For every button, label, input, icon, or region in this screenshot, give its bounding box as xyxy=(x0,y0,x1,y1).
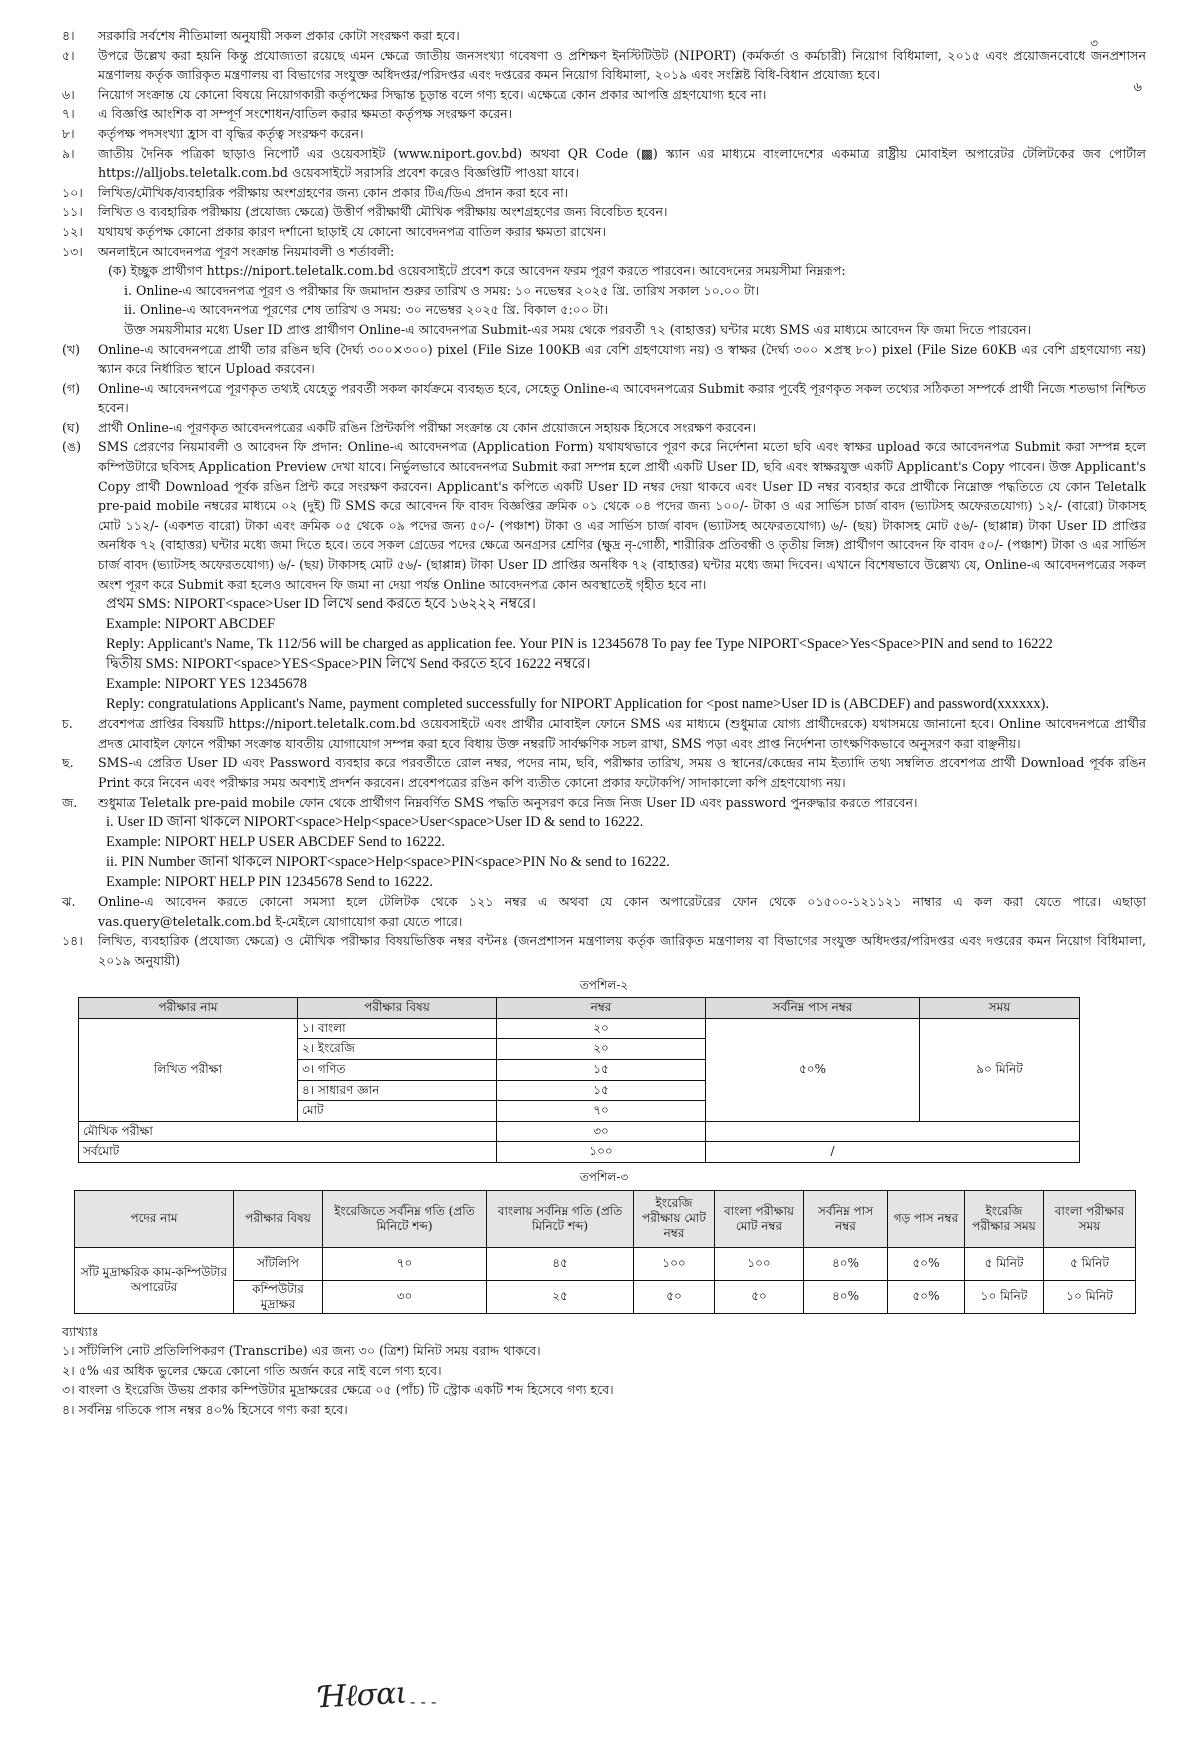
bn-speed-cell: ৪৫ xyxy=(487,1247,634,1280)
recovery-user-id-example: Example: NIPORT HELP USER ABCDEF Send to 16222. xyxy=(106,834,445,851)
item-text: লিখিত ও ব্যবহারিক পরীক্ষায় (প্রযোজ্য ক্ষেত্রে) উত্তীর্ণ পরীক্ষার্থী মৌখিক পরীক্ষায় অংশগ্রহণের জন্য বিবেচিত হবেন। xyxy=(98,204,668,220)
item-text: অনলাইনে আবেদনপত্র পূরণ সংক্রান্ত নিয়মাবলী ও শর্তাবলী: xyxy=(98,243,395,259)
sub-item-chha xyxy=(62,753,1146,792)
table-header-cell: সর্বনিম্ন পাস নম্বর xyxy=(804,1190,888,1247)
deadline-note: উক্ত সময়সীমার মধ্যে User ID প্রাপ্ত প্রার্থীগণ Online-এ আবেদনপত্র Submit-এর সময় থেকে পরবর্তী ৭২ (বাহাত্তর) ঘন্টার মধ্যে SMS এর মাধ্যমে আবেদন ফি জমা দিতে পারবেন। xyxy=(124,321,1032,337)
sms-reply-2: Reply: congratulations Applicant's Name, payment completed successfully for NIPORT Application for <post name>User ID is (ABCDEF) and password(xxxxxx). xyxy=(106,696,1049,713)
marks-cell: ৭০ xyxy=(497,1101,706,1122)
total-label: সর্বমোট xyxy=(79,1142,497,1163)
explanation-note: ৩। বাংলা ও ইংরেজি উভয় প্রকার কম্পিউটার মুদ্রাক্ষরের ক্ষেত্রে ০৫ (পাঁচ) টি স্ট্রোক একটি শব্দ হিসেবে গণ্য হবে। xyxy=(62,1382,614,1398)
sub-item-label: (ঘ) xyxy=(62,419,80,435)
sub-item-text: SMS প্রেরণের নিয়মাবলী ও আবেদন ফি প্রদান: Online-এ আবেদনপত্র (Application Form) যথাযথভাবে পূরণ করে নির্দেশনা মতো ছবি এবং স্বাক্ষর upload করে আবেদনপত্র Submit করা সম্পন্ন হলে কম্পিউটারে ছবিসহ Application Preview দেখা যাবে। নির্ভুলভাবে আবেদনপত্র Submit করা সম্পন্ন হলে প্রার্থী একটি User ID, ছবি এবং স্বাক্ষরযুক্ত একটি Applicant's Copy পাবেন। উক্ত Applicant's Copy প্রার্থী Download পূর্বক রঙিন প্রিন্ট করে সংরক্ষণ করবেন। Applicant's কপিতে একটি User ID নম্বর দেয়া থাকবে এবং User ID নম্বর ব্যবহার করে প্রার্থীকে নিম্নোক্ত পদ্ধতিতে যে কোন Teletalk pre-paid mobile নম্বরের মাধ্যমে ০২ (দুই) টি SMS করে আবেদন ফি বাবদ বিজ্ঞপ্তির ক্রমিক ০১ থেকে ০৪ পদের জন্য ১০০/- টাকা ও এর সার্ভিস চার্জ বাবদ (ভ্যাটসহ অফেরতযোগ্য) ১২/- (বারো) টাকাসহ মোট ১১২/- (একশত বারো) টাকা এবং ক্রমিক ০৫ থেকে ০৯ পদের জন্য ৫০/- (পঞ্চাশ) টাকা ও এর সার্ভিস চার্জ বাবদ (ভ্যাটসহ অফেরতযোগ্য) ৬/- (ছয়) টাকাসহ মোট ৫৬/- (ছাপ্পান্ন) টাকা User ID প্রাপ্তির অনধিক ৭২ (বাহাত্তর) ঘন্টার মধ্যে জমা দিতে হবে। তবে সকল গ্রেডের পদের ক্ষেত্রে অনগ্রসর শ্রেণির (ক্ষুদ্র নৃ-গোষ্ঠী, শারীরিক প্রতিবন্ধী ও তৃতীয় লিঙ্গ) প্রার্থীগণ আবেদন ফি বাবদ ৫০/- (পঞ্চাশ) টাকা ও এর সার্ভিস চার্জ বাবদ (ভ্যাটসহ অফেরতযোগ্য) ৬/- (ছয়) টাকাসহ মোট ৫৬/- (ছাপ্পান্ন) টাকা User ID প্রাপ্তির অনধিক ৭২ (বাহাত্তর) ঘন্টার মধ্যে জমা দিবেন। এখানে বিশেষভাবে উল্লেখ্য যে, Online-এ আবেদনপত্রের সকল অংশ পূরণ করে Submit করা হলেও আবেদন ফি জমা না দেয়া পর্যন্ত Online আবেদনপত্র কোন অবস্থাতেই গৃহীত হবে না। xyxy=(98,439,1147,592)
item-text: লিখিত/মৌখিক/ব্যবহারিক পরীক্ষায় অংশগ্রহণের জন্য কোন প্রকার টিএ/ডিএ প্রদান করা হবে না। xyxy=(98,184,569,200)
table-header-cell: পরীক্ষার বিষয় xyxy=(234,1190,323,1247)
subject-cell: সাঁটলিপি xyxy=(234,1247,323,1280)
handwritten-signature: Ɦℓσαι xyxy=(319,1675,408,1716)
item-number: ৮। xyxy=(62,125,75,141)
sub-item-umo xyxy=(62,437,1146,594)
sub-item-label: ছ. xyxy=(62,755,74,771)
sub-item-ga xyxy=(62,379,1146,418)
subject-cell: ২। ইংরেজি xyxy=(298,1039,497,1060)
subject-cell: মোট xyxy=(298,1101,497,1122)
explanation-note: ১। সাঁটলিপি নোট প্রতিলিপিকরণ (Transcribe) এর জন্য ৩০ (ত্রিশ) মিনিট সময় বরাদ্দ থাকবে। xyxy=(62,1343,541,1359)
recovery-pin: ii. PIN Number জানা থাকলে NIPORT<space>Help<space>PIN<space>PIN No & send to 16222. xyxy=(106,854,670,871)
table-header-cell: পরীক্ষার বিষয় xyxy=(298,998,497,1019)
sms-reply-1: Reply: Applicant's Name, Tk 112/56 will be charged as application fee. Your PIN is 12345678 To pay fee Type NIPORT<Space>Yes<Space>PIN and send to 16222 xyxy=(106,636,1053,653)
online-apply-link-line: (ক) ইচ্ছুক প্রার্থীগণ https://niport.teletalk.com.bd ওয়েবসাইটে প্রবেশ করে আবেদন ফরম পূরণ করতে পারবেন। আবেদনের সময়সীমা নিম্নরূপ: xyxy=(108,263,846,279)
sub-item-text: শুধুমাত্র Teletalk pre-paid mobile ফোন থেকে প্রার্থীগণ নিম্নবর্ণিত SMS পদ্ধতি অনুসরণ করে নিজ নিজ User ID এবং password পুনরুদ্ধার করতে পারবেন। xyxy=(98,794,918,810)
written-exam-label: লিখিত পরীক্ষা xyxy=(79,1018,298,1121)
viva-marks: ৩০ xyxy=(497,1121,706,1142)
table-header-cell: বাংলায় সর্বনিম্ন গতি (প্রতি মিনিটে শব্দ) xyxy=(487,1190,634,1247)
table-header-cell: পরীক্ষার নাম xyxy=(79,998,298,1019)
side-mark: ৬ xyxy=(1133,80,1142,95)
en-time-cell: ১০ মিনিট xyxy=(965,1280,1044,1313)
sub-item-gha xyxy=(62,418,1146,438)
sub-item-label: (ঙ) xyxy=(62,439,82,455)
item-text: সরকারি সর্বশেষ নীতিমালা অনুযায়ী সকল প্রকার কোটা সংরক্ষণ করা হবে। xyxy=(98,28,460,43)
item-text: উপরে উল্লেখ করা হয়নি কিন্তু প্রযোজ্যতা রয়েছে এমন ক্ষেত্রে জাতীয় জনসংখ্যা গবেষণা ও প্রশিক্ষণ ইনস্টিটিউট (NIPORT) (কর্মকর্তা ও কর্মচারী) নিয়োগ বিধিমালা, ২০১৫ এবং প্রয়োজনবোধে জনপ্রশাসন মন্ত্রণালয় কর্তৃক জারিকৃত মন্ত্রণালয় বা বিভাগের সংযুক্ত অধিদপ্তর/পরিদপ্তর এবং দপ্তরের কমন নিয়োগ বিধিমালা, ২০১৯ এবং সংশ্লিষ্ট বিধি-বিধান প্রযোজ্য হবে। xyxy=(98,47,1146,83)
notice-item xyxy=(62,222,1146,242)
bn-marks-cell: ৫০ xyxy=(715,1280,804,1313)
deadline-end: ii. Online-এ আবেদনপত্র পূরণের শেষ তারিখ ও সময়: ৩০ নভেম্বর ২০২৫ খ্রি. বিকাল ৫:০০ টা। xyxy=(124,302,609,318)
notice-item xyxy=(62,124,1146,144)
en-speed-cell: ৩০ xyxy=(323,1280,487,1313)
sms-example-2: Example: NIPORT YES 12345678 xyxy=(106,676,307,693)
bn-time-cell: ১০ মিনিট xyxy=(1044,1280,1136,1313)
sub-item-ja xyxy=(62,793,1146,813)
item-number: ১৩। xyxy=(62,243,83,259)
recovery-pin-example: Example: NIPORT HELP PIN 12345678 Send to 16222. xyxy=(106,874,433,891)
avg-pass-cell: ৫০% xyxy=(888,1280,965,1313)
item-number: ৪। xyxy=(62,28,75,43)
page-number: ৩ xyxy=(1090,36,1098,50)
min-pass-cell: ৪০% xyxy=(804,1247,888,1280)
table-header-cell: সময় xyxy=(920,998,1080,1019)
sub-item-kha xyxy=(62,340,1146,379)
notice-item xyxy=(62,144,1146,183)
sub-item-label: জ. xyxy=(62,794,78,810)
sub-item-label: (গ) xyxy=(62,380,81,396)
item-number: ৯। xyxy=(62,145,75,161)
total-marks: ১০০ xyxy=(497,1142,706,1163)
explanation-block xyxy=(62,1322,1146,1420)
sub-item-label: ঝ. xyxy=(62,894,76,910)
time-cell: ৯০ মিনিট xyxy=(920,1018,1080,1121)
notice-item xyxy=(62,183,1146,203)
en-marks-cell: ১০০ xyxy=(634,1247,715,1280)
notice-item xyxy=(62,85,1146,105)
item-number: ১২। xyxy=(62,223,83,239)
table-row xyxy=(75,1280,1136,1313)
item-text: লিখিত, ব্যবহারিক (প্রযোজ্য ক্ষেত্রে) ও মৌখিক পরীক্ষার বিষয়ভিত্তিক নম্বর বন্টনঃ (জনপ্রশাসন মন্ত্রণালয় কর্তৃক জারিকৃত মন্ত্রণালয় বা বিভাগের সংযুক্ত অধিদপ্তর/পরিদপ্তর এবং দপ্তরের কমন নিয়োগ বিধিমালা, ২০১৯ অনুযায়ী) xyxy=(98,933,1146,968)
pass-marks-cell: ৫০% xyxy=(706,1018,920,1121)
empty-cell xyxy=(706,1121,1080,1142)
marks-cell: ১৫ xyxy=(497,1080,706,1101)
marks-distribution-table xyxy=(78,997,1080,1163)
item-number: ৫। xyxy=(62,47,75,63)
min-pass-cell: ৪০% xyxy=(804,1280,888,1313)
recovery-user-id: i. User ID জানা থাকলে NIPORT<space>Help<space>User<space>User ID & send to 16222. xyxy=(106,814,644,831)
sub-item-text: প্রবেশপত্র প্রাপ্তির বিষয়টি https://niport.teletalk.com.bd ওয়েবসাইটে এবং প্রার্থীর মোবাইল ফোনে SMS এর মাধ্যমে (শুধুমাত্র যোগ্য প্রার্থীদেরকে) যথাসময়ে জানানো হবে। Online আবেদনপত্রে প্রার্থীর প্রদত্ত মোবাইল ফোনে পরীক্ষা সংক্রান্ত যাবতীয় যোগাযোগ সম্পন্ন করা হবে বিধায় উক্ত নম্বরটি সার্বক্ষণিক সচল রাখা, SMS পড়া এবং প্রাপ্ত নির্দেশনা তাৎক্ষণিকভাবে অনুসরণ করা বাঞ্ছনীয়। xyxy=(98,716,1146,751)
item-number: ১০। xyxy=(62,184,83,200)
sub-item-label: চ. xyxy=(62,716,73,732)
sms-example-1: Example: NIPORT ABCDEF xyxy=(106,616,276,633)
sub-item-jha xyxy=(62,892,1146,931)
empty-cell xyxy=(706,1142,1080,1163)
en-time-cell: ৫ মিনিট xyxy=(965,1247,1044,1280)
notice-item xyxy=(62,242,1146,262)
notice-item xyxy=(62,202,1146,222)
table-row xyxy=(75,1247,1136,1280)
marks-cell: ১৫ xyxy=(497,1059,706,1080)
table-row xyxy=(79,1142,1080,1163)
item-text: যথাযথ কর্তৃপক্ষ কোনো প্রকার কারণ দর্শানো ছাড়াই যে কোনো আবেদনপত্র বাতিল করার ক্ষমতা রাখেন। xyxy=(98,223,607,239)
signature-dashes: - - - xyxy=(410,1692,437,1711)
sms-second: দ্বিতীয় SMS: NIPORT<space>YES<Space>PIN লিখে Send করতে হবে 16222 নম্বরে। xyxy=(106,656,591,673)
table-header-cell: পদের নাম xyxy=(75,1190,234,1247)
post-name-cell: সাঁট মুদ্রাক্ষরিক কাম-কম্পিউটার অপারেটর xyxy=(75,1247,234,1313)
explanation-title: ব্যাখ্যাঃ xyxy=(62,1323,99,1339)
subject-cell: ১। বাংলা xyxy=(298,1018,497,1039)
avg-pass-cell: ৫০% xyxy=(888,1247,965,1280)
bn-time-cell: ৫ মিনিট xyxy=(1044,1247,1136,1280)
sub-item-cha xyxy=(62,714,1146,753)
sub-item-text: প্রার্থী Online-এ পূরণকৃত আবেদনপত্রের একটি রঙিন প্রিন্টকপি পরীক্ষা সংক্রান্ত যে কোন প্রয়োজনে সহায়ক হিসেবে সংরক্ষণ করবেন। xyxy=(98,419,756,435)
subject-cell: ৩। গণিত xyxy=(298,1059,497,1080)
marks-cell: ২০ xyxy=(497,1018,706,1039)
item-text: নিয়োগ সংক্রান্ত যে কোনো বিষয়ে নিয়োগকারী কর্তৃপক্ষের সিদ্ধান্ত চূড়ান্ত বলে গণ্য হবে। এক্ষেত্রে কোন প্রকার আপত্তি গ্রহণযোগ্য হবে না। xyxy=(98,86,767,102)
table-header-row xyxy=(79,998,1080,1019)
table2-caption: তপশিল-২ xyxy=(579,977,629,992)
notice-item xyxy=(62,26,1146,46)
explanation-note: ২। ৫% এর অধিক ভুলের ক্ষেত্রে কোনো গতি অর্জন করে নাই বলে গণ্য হবে। xyxy=(62,1362,442,1378)
subject-cell: ৪। সাধারণ জ্ঞান xyxy=(298,1080,497,1101)
sub-item-text: SMS-এ প্রেরিত User ID এবং Password ব্যবহার করে পরবর্তীতে রোল নম্বর, পদের নাম, ছবি, পরীক্ষার তারিখ, সময় ও স্থানের/কেন্দ্রের নাম ইত্যাদি তথ্য সম্বলিত প্রবেশপত্র প্রার্থী Download পূর্বক রঙিন Print করে নিবেন এবং পরীক্ষার সময় অবশ্যই প্রদর্শন করবেন। প্রবেশপত্রের রঙিন কপি ব্যতীত কোনো প্রকার ফটোকপি/ সাদাকালো কপি গ্রহণযোগ্য নয়। xyxy=(98,755,1146,790)
deadline-start: i. Online-এ আবেদনপত্র পূরণ ও পরীক্ষার ফি জমাদান শুরুর তারিখ ও সময়: ১০ নভেম্বর ২০২৫ খ্রি. তারিখ সকাল ১০.০০ টা। xyxy=(124,282,760,298)
table3-caption: তপশিল-৩ xyxy=(579,1169,629,1184)
item-number: ৭। xyxy=(62,106,75,122)
notice-item-14 xyxy=(62,931,1146,970)
typing-test-table xyxy=(74,1190,1136,1314)
table-header-row xyxy=(75,1190,1136,1247)
viva-label: মৌখিক পরীক্ষা xyxy=(79,1121,497,1142)
sms-first: প্রথম SMS: NIPORT<space>User ID লিখে send করতে হবে ১৬২২২ নম্বরে। xyxy=(106,596,536,613)
notice-item xyxy=(62,46,1146,85)
item-number: ১১। xyxy=(62,204,83,220)
sub-item-text: Online-এ আবেদনপত্রে পূরণকৃত তথ্যই যেহেতু পরবর্তী সকল কার্যক্রমে ব্যবহৃত হবে, সেহেতু Online-এ আবেদনপত্রের Submit করার পূর্বেই পূরণকৃত সকল তথ্যের সঠিকতা সম্পর্কে প্রার্থী নিজে শতভাগ নিশ্চিত হবেন। xyxy=(98,380,1146,416)
table-header-cell: বাংলা পরীক্ষায় মোট নম্বর xyxy=(715,1190,804,1247)
notice-item xyxy=(62,104,1146,124)
item-text: জাতীয় দৈনিক পত্রিকা ছাড়াও নিপোর্ট এর ওয়েবসাইট (www.niport.gov.bd) অথবা QR Code (▩) স্ক্যান এর মাধ্যমে বাংলাদেশের একমাত্র রাষ্ট্রীয় মোবাইল অপারেটর টেলিটকের জব পোর্টাল https://alljobs.teletalk.com.bd ওয়েবসাইটে সরাসরি প্রবেশ করেও বিজ্ঞপ্তিটি পাওয়া যাবে। xyxy=(98,145,1146,181)
table-header-cell: সর্বনিম্ন পাস নম্বর xyxy=(706,998,920,1019)
explanation-note: ৪। সর্বনিম্ন গতিকে পাস নম্বর ৪০% হিসেবে গণ্য করা হবে। xyxy=(62,1401,348,1417)
table-header-cell: ইংরেজিতে সর্বনিম্ন গতি (প্রতি মিনিটে শব্দ) xyxy=(323,1190,487,1247)
table-row xyxy=(79,1018,1080,1039)
table-row xyxy=(79,1121,1080,1142)
subject-cell: কম্পিউটার মুদ্রাক্ষর xyxy=(234,1280,323,1313)
table-header-cell: বাংলা পরীক্ষার সময় xyxy=(1044,1190,1136,1247)
bn-marks-cell: ১০০ xyxy=(715,1247,804,1280)
item-number: ৬। xyxy=(62,86,75,102)
item-text: কর্তৃপক্ষ পদসংখ্যা হ্রাস বা বৃদ্ধির কর্তৃত্ব সংরক্ষণ করেন। xyxy=(98,125,364,141)
table-header-cell: ইংরেজি পরীক্ষায় মোট নম্বর xyxy=(634,1190,715,1247)
item-number: ১৪। xyxy=(62,933,83,949)
en-speed-cell: ৭০ xyxy=(323,1247,487,1280)
item-text: এ বিজ্ঞপ্তি আংশিক বা সম্পূর্ণ সংশোধন/বাতিল করার ক্ষমতা কর্তৃপক্ষ সংরক্ষণ করেন। xyxy=(98,106,513,122)
table-header-cell: ইংরেজি পরীক্ষার সময় xyxy=(965,1190,1044,1247)
table-header-cell: নম্বর xyxy=(497,998,706,1019)
sub-item-text: Online-এ আবেদন করতে কোনো সমস্যা হলে টেলিটক থেকে ১২১ নম্বর এ অথবা যে কোন অপারেটরের ফোন থেকে ০১৫০০-১২১১২১ নাম্বার এ কল করা যেতে পারে। এছাড়া vas.query@teletalk.com.bd ই-মেইলে যোগাযোগ করা যেতে পারে। xyxy=(98,894,1146,929)
marks-cell: ২০ xyxy=(497,1039,706,1060)
bn-speed-cell: ২৫ xyxy=(487,1280,634,1313)
sub-item-text: Online-এ আবেদনপত্রে প্রার্থী তার রঙিন ছবি (দৈর্ঘ্য ৩০০×৩০০) pixel (File Size 100KB এর বেশি গ্রহণযোগ্য নয়) ও স্বাক্ষর (দৈর্ঘ্য ৩০০ ×প্রস্থ ৮০) pixel (File Size 60KB এর বেশি গ্রহণযোগ্য নয়) স্ক্যান করে নির্ধারিত স্থানে Upload করবেন। xyxy=(98,341,1146,377)
sub-item-label: (খ) xyxy=(62,341,81,357)
table-header-cell: গড় পাস নম্বর xyxy=(888,1190,965,1247)
en-marks-cell: ৫০ xyxy=(634,1280,715,1313)
stray-mark: / xyxy=(830,1144,835,1159)
